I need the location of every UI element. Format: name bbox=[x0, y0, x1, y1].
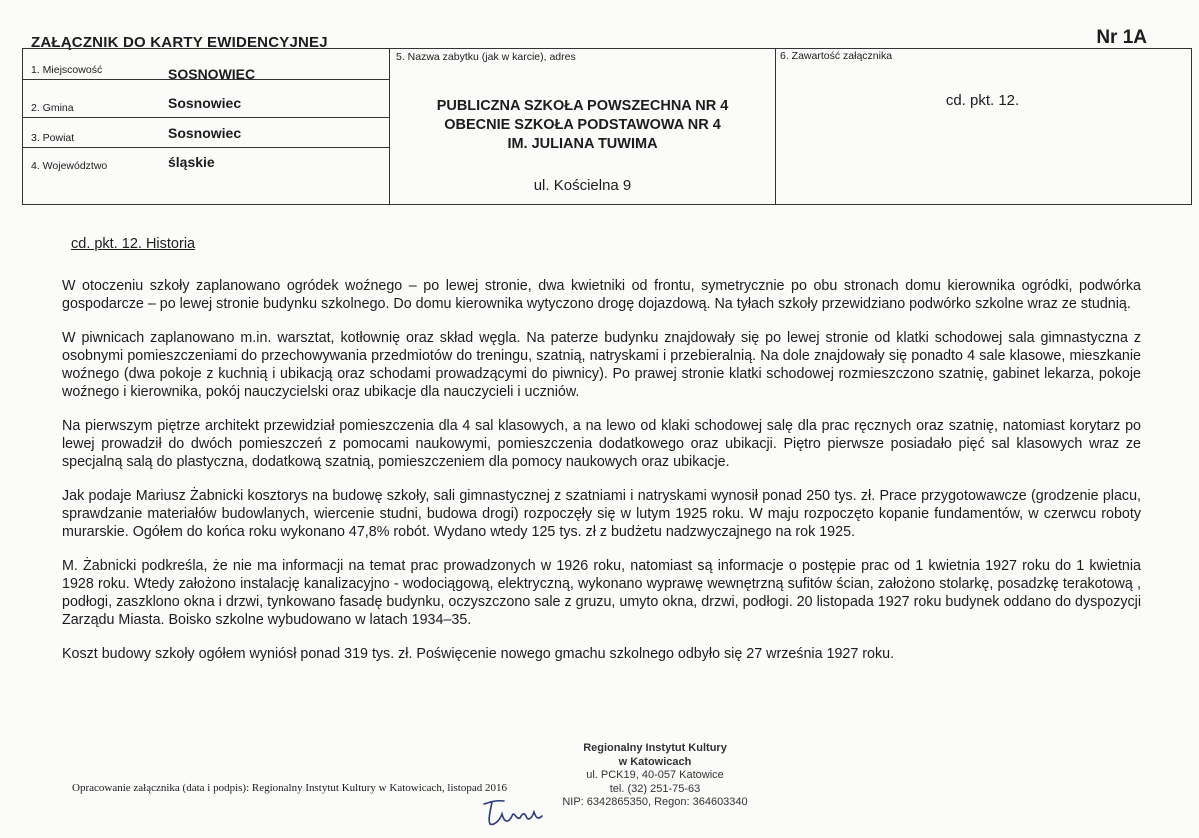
content-column bbox=[774, 49, 1191, 204]
row-miejscowosc bbox=[23, 49, 389, 80]
field-label: 2. Gmina bbox=[31, 102, 74, 114]
header-table bbox=[22, 48, 1192, 205]
paragraph: W otoczeniu szkoły zaplanowano ogródek woźnego – po lewej stronie, dwa kwietniki od frontu, symetrycznie po obu stronach domu kierownika ogródki, podwórka gospodarcze – po lewej stronie budynku szkolnego. Do domu kierownika wytyczono drogę dojazdową. Na tyłach szkoły przewidziano podwórko szkolne wraz ze studnią. bbox=[62, 278, 1141, 312]
attachment-title: ZAŁĄCZNIK DO KARTY EWIDENCYJNEJ bbox=[31, 34, 328, 51]
handwritten-signature bbox=[478, 794, 548, 830]
paragraph: Koszt budowy szkoły ogółem wyniósł ponad 319 tys. zł. Poświęcenie nowego gmachu szkolnego odbyło się 27 września 1927 roku. bbox=[62, 646, 895, 662]
paragraph: Jak podaje Mariusz Żabnicki kosztorys na budowę szkoły, sali gimnastycznej z szatniami i natryskami wynosił ponad 250 tys. zł. Prace przygotowawcze (grodzenie placu, sprawdzanie materiałów budowlanych, wiercenie studni, budowa drogi) rozpoczęły się w lutym 1925 roku. W maju rozpoczęto kopanie fundamentów, w czerwcu roboty murarskie. Ogółem do końca roku wykonano 47,8% robót. Wydano wtedy 125 tys. zł z budżetu nadzwyczajnego na rok 1925. bbox=[62, 488, 1141, 540]
stamp-line: Regionalny Instytut Kultury bbox=[583, 742, 727, 754]
field-value: Sosnowiec bbox=[168, 95, 242, 111]
paragraph: W piwnicach zaplanowano m.in. warsztat, kotłownię oraz skład węgla. Na paterze budynku znajdowały się po lewej stronie od klatki schodowej sala gimnastyczna z osobnymi pomieszczeniami do przechowywania przedmiotów do treningu, szatnią, natryskami i przebieralnią. Na dole znajdowały się ponadto 4 sale klasowe, mieszkanie woźnego (dwa pokoje z kuchnią i ubikacją oraz schodami prowadzącymi do piwnicy). Po prawej stronie klatki schodowej rozmieszczono szatnię, gabinet lekarza, pokoje woźnego i kierownika, pokój nauczycielski oraz ubikacje dla nauczycieli i uczniów. bbox=[62, 330, 1141, 400]
attachment-number: Nr 1A bbox=[1096, 27, 1147, 48]
monument-address: ul. Kościelna 9 bbox=[533, 177, 632, 194]
field-label: 1. Miejscowość bbox=[31, 64, 103, 76]
paragraph: Na pierwszym piętrze architekt przewidział pomieszczenia dla 4 sal klasowych, a na lewo od klaki schodowej salę dla prac ręcznych oraz szatnię, natomiast korytarz po lewej prowadził do dwóch pomieszczeń z pomocami naukowymi, pomieszczenia dodatkowego oraz ubikacji. Piętro pierwsze posiadało pięć sal klasowych wraz ze specjalną salą do plastyczna, dodatkową szatnią, pomieszczeniem dla pomocy naukowych oraz ubikacje. bbox=[62, 418, 1141, 470]
history-text bbox=[62, 277, 1141, 679]
monument-name-line: PUBLICZNA SZKOŁA POWSZECHNA NR 4 bbox=[436, 98, 729, 114]
location-column bbox=[23, 49, 389, 204]
stamp-line: w Katowicach bbox=[618, 755, 692, 768]
monument-label: 5. Nazwa zabytku (jak w karcie), adres bbox=[396, 51, 576, 63]
stamp-line: NIP: 6342865350, Regon: 364603340 bbox=[562, 796, 748, 808]
section-heading: cd. pkt. 12. Historia bbox=[71, 236, 196, 252]
prepared-by-label: Opracowanie załącznika (data i podpis): Regionalny Instytut Kultury w Katowicach, listopad 2016 bbox=[72, 782, 507, 794]
field-label: 4. Województwo bbox=[31, 160, 108, 172]
field-value: Sosnowiec bbox=[168, 125, 242, 141]
stamp-line: ul. PCK19, 40-057 Katowice bbox=[586, 769, 724, 781]
field-label: 3. Powiat bbox=[31, 132, 75, 144]
monument-name bbox=[390, 97, 775, 154]
content-label: 6. Zawartość załącznika bbox=[780, 50, 893, 62]
paragraph: M. Żabnicki podkreśla, że nie ma informacji na temat prac prowadzonych w 1926 roku, natomiast są informacje o postępie prac od 1 kwietnia 1927 roku do 1 kwietnia 1928 roku. Wtedy założono instalację kanalizacyjno - wodociągową, elektryczną, wykonano wyprawę wewnętrzną sufitów ścian, założono stolarkę, posadzkę terakotową , podłogi, zaszklono okna i drzwi, tynkowano fasadę budynku, oczyszczono sale z gruzu, umyto okna, drzwi, podłogi. 20 listopada 1927 roku budynek oddano do dyspozycji Zarządu Miasta. Boisko szkolne wybudowano w latach 1934–35. bbox=[62, 558, 1141, 628]
row-powiat bbox=[23, 117, 389, 148]
content-value: cd. pkt. 12. bbox=[945, 92, 1020, 109]
field-value: SOSNOWIEC bbox=[168, 66, 256, 82]
row-wojewodztwo bbox=[23, 147, 389, 211]
stamp-line: tel. (32) 251-75-63 bbox=[609, 782, 701, 795]
monument-column bbox=[389, 49, 776, 204]
monument-name-line: IM. JULIANA TUWIMA bbox=[507, 136, 658, 152]
field-value: śląskie bbox=[168, 154, 215, 170]
institution-stamp bbox=[540, 742, 770, 810]
monument-name-line: OBECNIE SZKOŁA PODSTAWOWA NR 4 bbox=[444, 117, 721, 133]
row-gmina bbox=[23, 87, 389, 118]
